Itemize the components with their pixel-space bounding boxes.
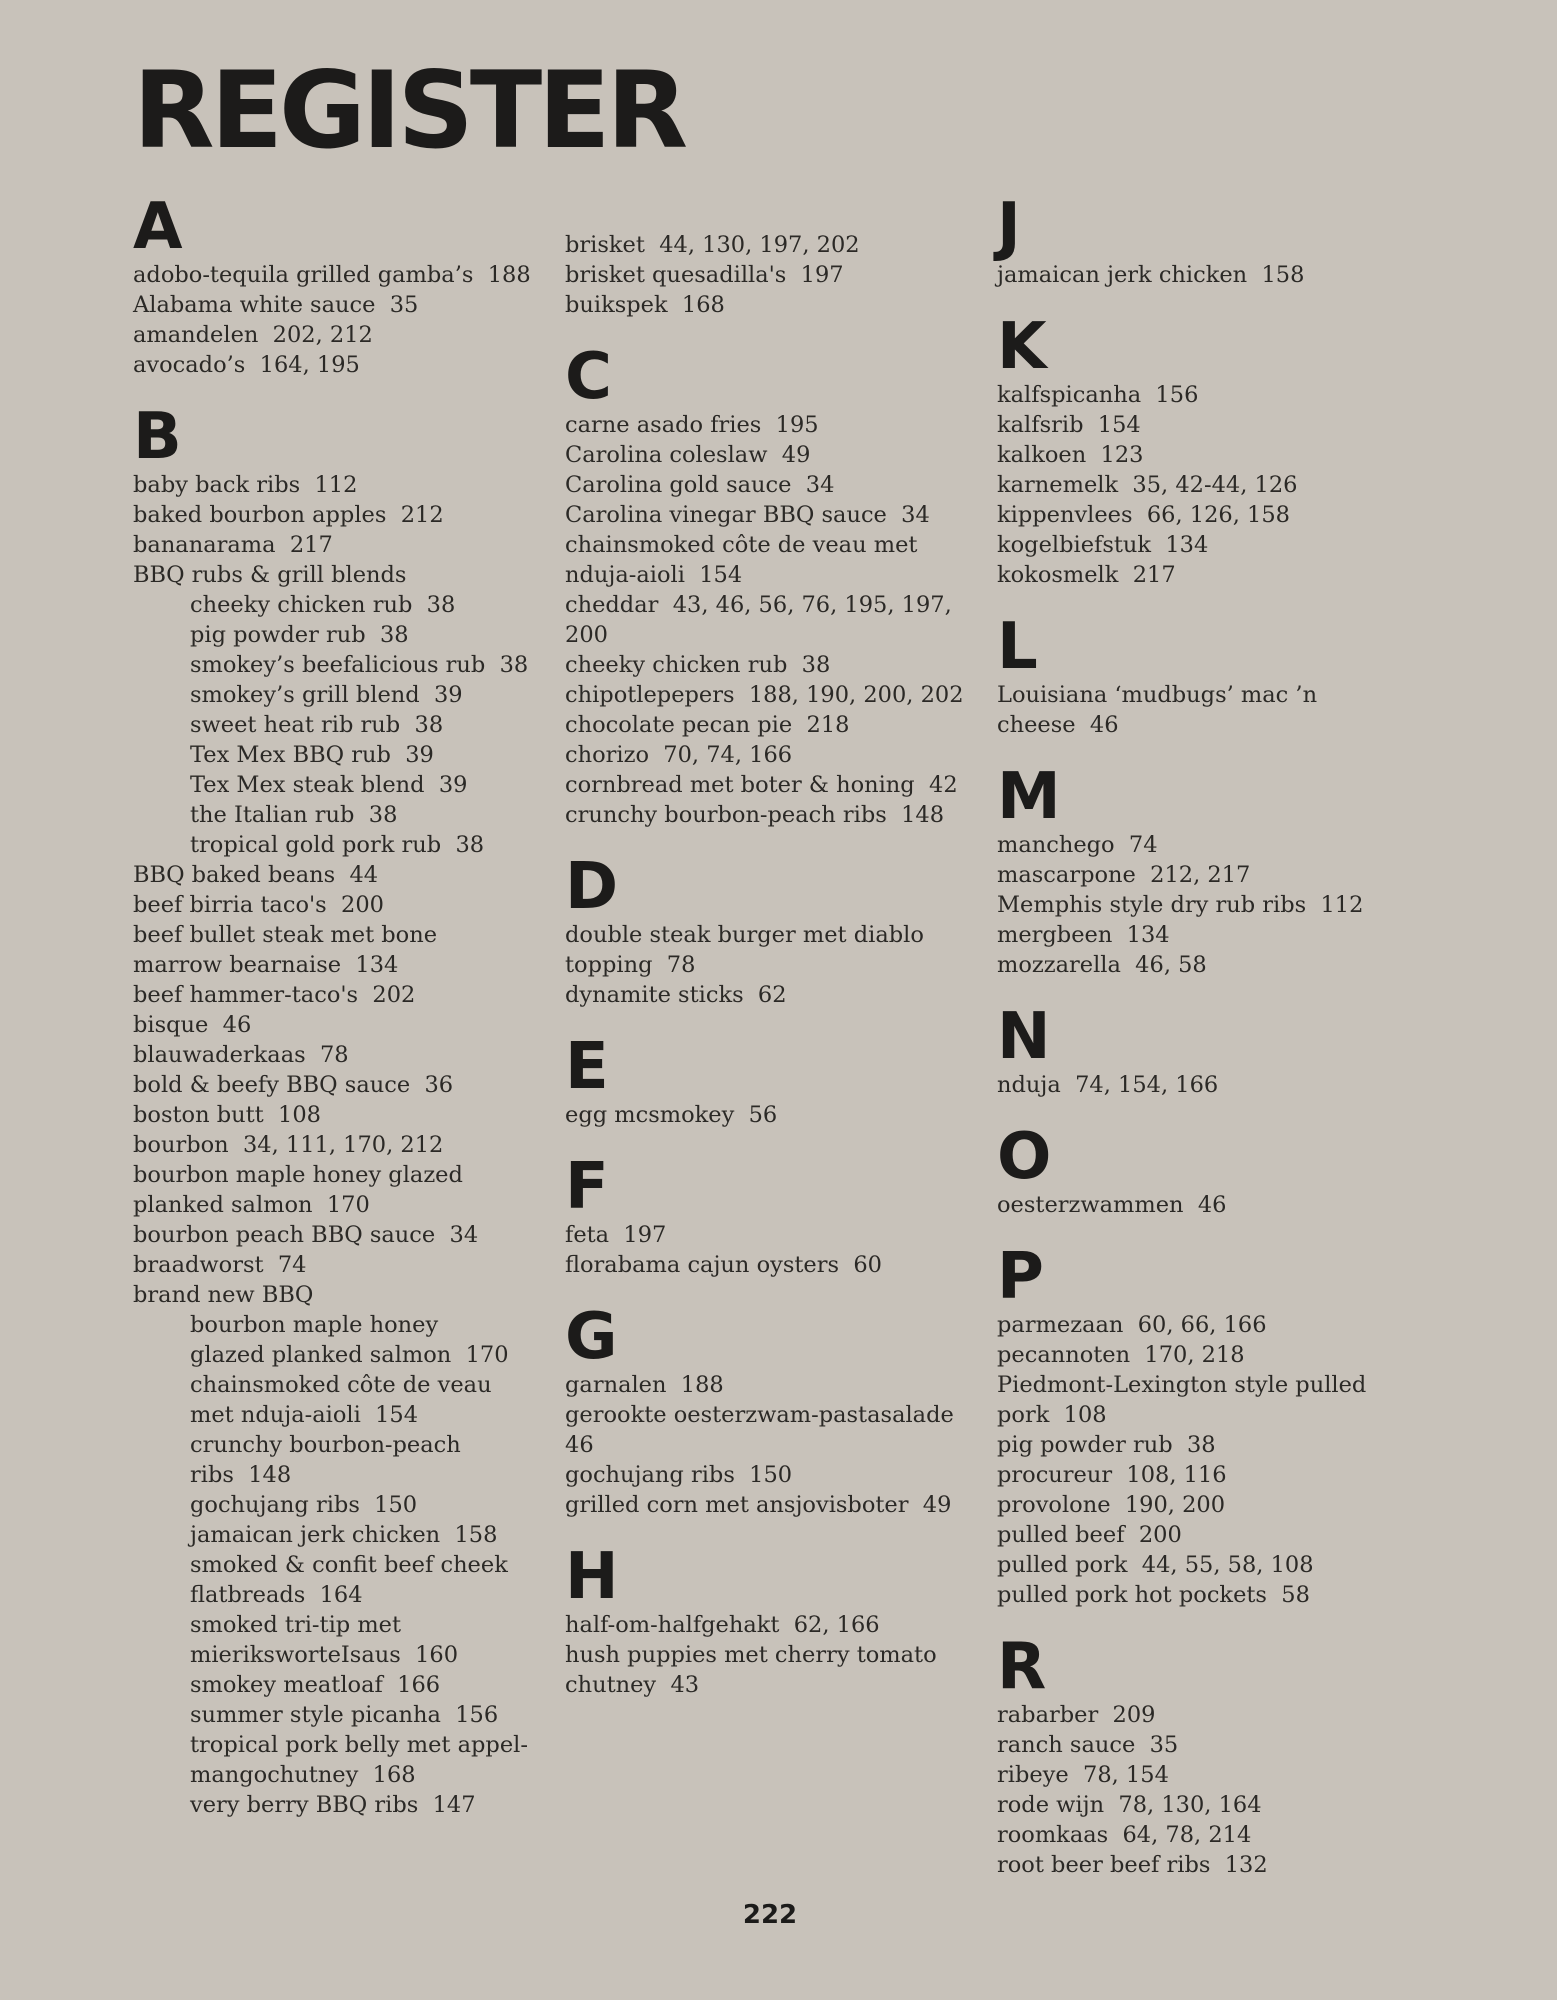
index-entry: beef birria taco's 200 bbox=[133, 892, 384, 918]
section-letter: G bbox=[565, 1300, 616, 1374]
index-entry: procureur 108, 116 bbox=[997, 1462, 1227, 1488]
index-column-1 bbox=[133, 190, 553, 1846]
index-entry: brisket 44, 130, 197, 202 bbox=[565, 232, 860, 258]
index-entry: bourbon maple honey glazed bbox=[133, 1162, 463, 1188]
index-entry: bananarama 217 bbox=[133, 532, 333, 558]
index-subentry: met nduja-aioli 154 bbox=[190, 1402, 419, 1428]
index-entry: provolone 190, 200 bbox=[997, 1492, 1226, 1518]
index-subentry: chainsmoked côte de veau bbox=[190, 1372, 492, 1398]
index-subentry: mangochutney 168 bbox=[190, 1762, 416, 1788]
index-entry: kokosmelk 217 bbox=[997, 562, 1176, 588]
index-entry: chutney 43 bbox=[565, 1672, 700, 1698]
index-section-e bbox=[565, 1030, 985, 1130]
index-entry: kalkoen 123 bbox=[997, 442, 1144, 468]
index-subentry: smoked & confit beef cheek bbox=[190, 1552, 508, 1578]
index-entry: ribeye 78, 154 bbox=[997, 1762, 1169, 1788]
index-subentry: glazed planked salmon 170 bbox=[190, 1342, 509, 1368]
section-letter: N bbox=[997, 1000, 1049, 1074]
index-section-o bbox=[997, 1120, 1417, 1220]
index-entry: nduja 74, 154, 166 bbox=[997, 1072, 1219, 1098]
index-entry: kogelbiefstuk 134 bbox=[997, 532, 1209, 558]
index-entry: carne asado fries 195 bbox=[565, 412, 819, 438]
index-entry: chocolate pecan pie 218 bbox=[565, 712, 850, 738]
index-entry: beef hammer-taco's 202 bbox=[133, 982, 416, 1008]
index-entry: root beer beef ribs 132 bbox=[997, 1852, 1268, 1878]
index-entry: mergbeen 134 bbox=[997, 922, 1170, 948]
index-entry: buikspek 168 bbox=[565, 292, 725, 318]
index-entry: gochujang ribs 150 bbox=[565, 1462, 793, 1488]
section-letter: M bbox=[997, 760, 1059, 834]
section-letter: C bbox=[565, 340, 610, 414]
index-entry: avocado’s 164, 195 bbox=[133, 352, 360, 378]
index-section-p bbox=[997, 1240, 1417, 1610]
index-entry: beef bullet steak met bone bbox=[133, 922, 438, 948]
section-letter: E bbox=[565, 1030, 607, 1104]
index-entry: garnalen 188 bbox=[565, 1372, 724, 1398]
index-entry: chipotlepepers 188, 190, 200, 202 bbox=[565, 682, 964, 708]
index-subentry: Tex Mex BBQ rub 39 bbox=[190, 742, 434, 768]
index-subentry: cheeky chicken rub 38 bbox=[190, 592, 456, 618]
index-entry: crunchy bourbon-peach ribs 148 bbox=[565, 802, 945, 828]
index-subentry: the Italian rub 38 bbox=[190, 802, 398, 828]
section-letter: F bbox=[565, 1150, 607, 1224]
index-entry: baked bourbon apples 212 bbox=[133, 502, 444, 528]
index-subentry: smoked tri-tip met bbox=[190, 1612, 402, 1638]
index-section-l bbox=[997, 610, 1417, 740]
index-section-j bbox=[997, 190, 1417, 290]
index-entry: Louisiana ‘mudbugs’ mac ’n bbox=[997, 682, 1318, 708]
index-entry: bourbon peach BBQ sauce 34 bbox=[133, 1222, 479, 1248]
index-subentry: mieriksworteIsaus 160 bbox=[190, 1642, 459, 1668]
index-subentry: sweet heat rib rub 38 bbox=[190, 712, 444, 738]
index-entry: gerookte oesterzwam-pastasalade bbox=[565, 1402, 954, 1428]
section-letter: K bbox=[997, 310, 1045, 384]
index-column-3 bbox=[997, 190, 1417, 1906]
index-entry: pulled pork hot pockets 58 bbox=[997, 1582, 1310, 1608]
index-entry: manchego 74 bbox=[997, 832, 1158, 858]
index-entry: dynamite sticks 62 bbox=[565, 982, 787, 1008]
index-entry: brand new BBQ bbox=[133, 1282, 314, 1308]
index-entry: amandelen 202, 212 bbox=[133, 322, 373, 348]
index-entry: 200 bbox=[565, 622, 608, 648]
index-entry: feta 197 bbox=[565, 1222, 667, 1248]
index-entry: Carolina gold sauce 34 bbox=[565, 472, 835, 498]
index-entry: hush puppies met cherry tomato bbox=[565, 1642, 937, 1668]
index-section-c bbox=[565, 340, 985, 830]
index-entry: mozzarella 46, 58 bbox=[997, 952, 1207, 978]
section-letter: O bbox=[997, 1120, 1050, 1194]
index-entry: kippenvlees 66, 126, 158 bbox=[997, 502, 1290, 528]
index-entry: baby back ribs 112 bbox=[133, 472, 358, 498]
index-entry: blauwaderkaas 78 bbox=[133, 1042, 349, 1068]
index-entry: grilled corn met ansjovisboter 49 bbox=[565, 1492, 952, 1518]
page-number: 222 bbox=[742, 1900, 798, 1930]
index-entry: rode wijn 78, 130, 164 bbox=[997, 1792, 1262, 1818]
section-letter: P bbox=[997, 1240, 1042, 1314]
index-entry: double steak burger met diablo bbox=[565, 922, 924, 948]
index-entry: jamaican jerk chicken 158 bbox=[997, 262, 1305, 288]
index-subentry: tropical pork belly met appel- bbox=[190, 1732, 528, 1758]
index-entry: oesterzwammen 46 bbox=[997, 1192, 1227, 1218]
section-letter: H bbox=[565, 1540, 617, 1614]
section-letter: A bbox=[133, 190, 181, 264]
index-entry: braadworst 74 bbox=[133, 1252, 307, 1278]
index-subentry: smokey’s beefalicious rub 38 bbox=[190, 652, 529, 678]
index-entry: cheeky chicken rub 38 bbox=[565, 652, 831, 678]
index-entry: pulled beef 200 bbox=[997, 1522, 1182, 1548]
index-entry: boston butt 108 bbox=[133, 1102, 321, 1128]
index-entry: roomkaas 64, 78, 214 bbox=[997, 1822, 1252, 1848]
index-entry: parmezaan 60, 66, 166 bbox=[997, 1312, 1267, 1338]
index-entry: cheese 46 bbox=[997, 712, 1119, 738]
index-entry: cheddar 43, 46, 56, 76, 195, 197, bbox=[565, 592, 952, 618]
index-entry: chainsmoked côte de veau met bbox=[565, 532, 918, 558]
index-subentry: pig powder rub 38 bbox=[190, 622, 409, 648]
index-section-a bbox=[133, 190, 553, 380]
index-entry: adobo-tequila grilled gamba’s 188 bbox=[133, 262, 531, 288]
index-entry: egg mcsmokey 56 bbox=[565, 1102, 778, 1128]
index-entry: topping 78 bbox=[565, 952, 696, 978]
index-subentry: gochujang ribs 150 bbox=[190, 1492, 418, 1518]
page-title: REGISTER bbox=[133, 49, 685, 172]
index-subentry: flatbreads 164 bbox=[190, 1582, 363, 1608]
index-section-m bbox=[997, 760, 1417, 980]
index-entry: florabama cajun oysters 60 bbox=[565, 1252, 882, 1278]
index-entry: brisket quesadilla's 197 bbox=[565, 262, 844, 288]
section-letter: L bbox=[997, 610, 1036, 684]
section-letter: B bbox=[133, 400, 180, 474]
index-entry: 46 bbox=[565, 1432, 594, 1458]
index-entry: bold & beefy BBQ sauce 36 bbox=[133, 1072, 454, 1098]
index-entry: bourbon 34, 111, 170, 212 bbox=[133, 1132, 444, 1158]
index-section-f bbox=[565, 1150, 985, 1280]
index-entry: nduja-aioli 154 bbox=[565, 562, 743, 588]
index-subentry: crunchy bourbon-peach bbox=[190, 1432, 461, 1458]
index-entry: Alabama white sauce 35 bbox=[133, 292, 419, 318]
index-subentry: smokey’s grill blend 39 bbox=[190, 682, 463, 708]
index-entry: marrow bearnaise 134 bbox=[133, 952, 399, 978]
index-entry: kalfsrib 154 bbox=[997, 412, 1141, 438]
section-letter: R bbox=[997, 1630, 1045, 1704]
index-entry: half-om-halfgehakt 62, 166 bbox=[565, 1612, 880, 1638]
section-letter: D bbox=[565, 850, 617, 924]
section-letter: J bbox=[997, 190, 1019, 264]
index-entry: Carolina vinegar BBQ sauce 34 bbox=[565, 502, 930, 528]
index-subentry: Tex Mex steak blend 39 bbox=[190, 772, 468, 798]
index-section-g bbox=[565, 1300, 985, 1520]
index-section-d bbox=[565, 850, 985, 1010]
index-subentry: smokey meatloaf 166 bbox=[190, 1672, 441, 1698]
index-entry: BBQ baked beans 44 bbox=[133, 862, 379, 888]
index-subentry: very berry BBQ ribs 147 bbox=[190, 1792, 476, 1818]
index-entry: cornbread met boter & honing 42 bbox=[565, 772, 958, 798]
index-section-continued bbox=[565, 230, 985, 320]
index-entry: bisque 46 bbox=[133, 1012, 252, 1038]
index-entry: planked salmon 170 bbox=[133, 1192, 370, 1218]
index-section-r bbox=[997, 1630, 1417, 1880]
index-entry: BBQ rubs & grill blends bbox=[133, 562, 407, 588]
index-entry: karnemelk 35, 42-44, 126 bbox=[997, 472, 1298, 498]
index-entry: pecannoten 170, 218 bbox=[997, 1342, 1245, 1368]
index-entry: kalfspicanha 156 bbox=[997, 382, 1199, 408]
index-entry: pulled pork 44, 55, 58, 108 bbox=[997, 1552, 1314, 1578]
index-entry: Piedmont-Lexington style pulled bbox=[997, 1372, 1367, 1398]
index-section-k bbox=[997, 310, 1417, 590]
index-subentry: tropical gold pork rub 38 bbox=[190, 832, 485, 858]
index-entry: ranch sauce 35 bbox=[997, 1732, 1179, 1758]
index-subentry: summer style picanha 156 bbox=[190, 1702, 499, 1728]
index-entry: Carolina coleslaw 49 bbox=[565, 442, 811, 468]
index-entry: pork 108 bbox=[997, 1402, 1107, 1428]
index-subentry: bourbon maple honey bbox=[190, 1312, 439, 1338]
index-subentry: jamaican jerk chicken 158 bbox=[190, 1522, 498, 1548]
index-section-b bbox=[133, 400, 553, 1820]
index-section-n bbox=[997, 1000, 1417, 1100]
index-column-2 bbox=[565, 230, 985, 1726]
index-entry: pig powder rub 38 bbox=[997, 1432, 1216, 1458]
index-subentry: ribs 148 bbox=[190, 1462, 292, 1488]
index-entry: mascarpone 212, 217 bbox=[997, 862, 1251, 888]
index-section-h bbox=[565, 1540, 985, 1700]
index-entry: chorizo 70, 74, 166 bbox=[565, 742, 793, 768]
index-entry: Memphis style dry rub ribs 112 bbox=[997, 892, 1364, 918]
index-entry: rabarber 209 bbox=[997, 1702, 1156, 1728]
